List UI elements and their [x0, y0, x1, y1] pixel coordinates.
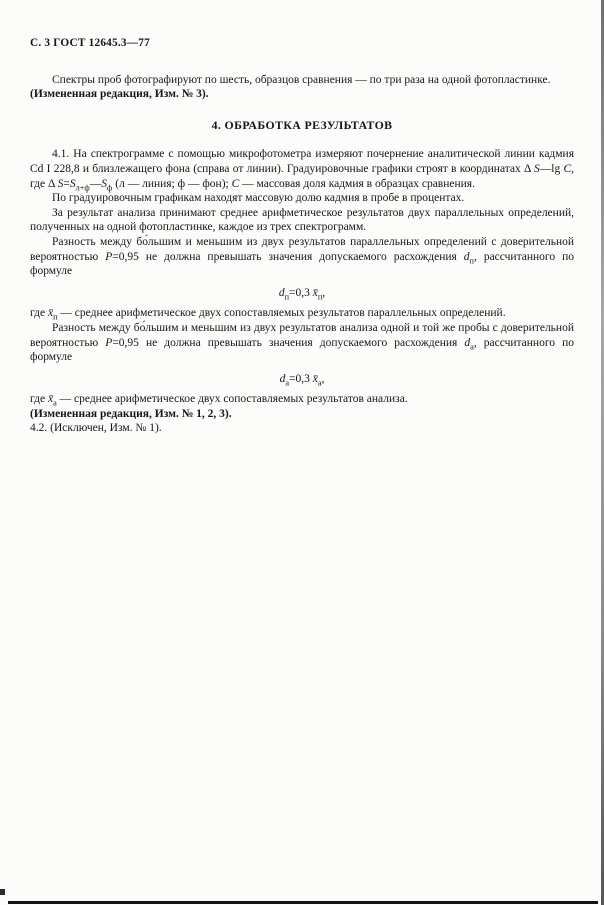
- variable-x-bar: x̄: [47, 393, 54, 406]
- variable-S: S: [101, 177, 108, 190]
- variable-d: d: [278, 286, 285, 299]
- paragraph-where-analysis: [30, 392, 574, 407]
- text-run: где: [30, 307, 48, 320]
- subscript-line-plus-fon: л+ф: [75, 182, 90, 192]
- section-title: 4. ОБРАБОТКА РЕЗУЛЬТАТОВ: [211, 117, 393, 132]
- text-run: — массовая доля кадмия в образцах сравнения.: [239, 177, 475, 190]
- text-run: (л — линия; ф — фон);: [112, 177, 232, 190]
- page-header: С. 3 ГОСТ 12645.3—77: [30, 37, 150, 49]
- subscript-a: а: [53, 398, 57, 408]
- text-run: где: [30, 393, 48, 406]
- text-run: —lg: [539, 162, 564, 175]
- variable-d: d: [464, 336, 471, 349]
- variable-P: Р: [105, 336, 113, 349]
- text-run: ,: [322, 286, 326, 299]
- paragraph-4-1: [30, 147, 574, 191]
- paragraph-4-2: 4.2. (Исключен, Изм. № 1).: [30, 422, 162, 435]
- subscript-p: п: [317, 292, 323, 302]
- text-run: Разность между бо́льшим и меньшим из двух результатов параллельных определений с доверительной вероятностью: [30, 235, 574, 263]
- paragraph-where-parallel: [30, 306, 574, 321]
- text-run: =0,95 не должна превышать значения допускаемого расхождения: [112, 336, 465, 349]
- variable-S: S: [69, 177, 76, 190]
- text-run: =: [63, 177, 70, 190]
- text-run: — среднее арифметическое двух сопоставляемых результатов анализа.: [56, 393, 408, 406]
- variable-d: d: [279, 372, 286, 385]
- subscript-a: а: [317, 377, 322, 387]
- subscript-a: а: [470, 341, 474, 351]
- scan-corner-mark: [0, 889, 5, 895]
- variable-x-bar: x̄: [47, 307, 54, 320]
- page-content: [0, 0, 604, 436]
- variable-C: С: [231, 177, 240, 190]
- revision-note-1: (Измененная редакция, Изм. № 3).: [30, 88, 209, 101]
- text-run: =0,3: [289, 286, 313, 299]
- formula-d-analysis: [30, 372, 574, 387]
- variable-S: S: [534, 162, 540, 175]
- variable-d: d: [463, 250, 470, 263]
- paragraph-result: За результат анализа принимают среднее арифметическое результатов двух параллельных определений, полученных на одной фотопластинке, каждое из трех спектрограмм.: [30, 206, 574, 234]
- scan-edge-bottom: [8, 901, 598, 904]
- text-run: Разность между бо́льшим и меньшим из двух результатов анализа одной и той же пробы с доверительной вероятностью: [30, 321, 574, 349]
- formula-d-parallel: [30, 286, 574, 301]
- text-run: , рассчитанного по формуле: [30, 250, 574, 278]
- variable-P: Р: [105, 250, 113, 263]
- text-run: — среднее арифметическое двух сопоставляемых результатов параллельных определений.: [57, 307, 506, 320]
- subscript-p: п: [469, 255, 474, 265]
- variable-x-bar: x̄: [312, 286, 318, 299]
- paragraph-graduation: По градуировочным графикам находят массовую долю кадмия в пробе в процентах.: [52, 192, 465, 205]
- subscript-fon: ф: [107, 182, 113, 192]
- subscript-p: п: [284, 292, 289, 302]
- subscript-a: а: [285, 377, 289, 387]
- intro-paragraph: Спектры проб фотографируют по шесть, образцов сравнения — по три раза на одной фотопластинке.: [52, 73, 551, 86]
- variable-S: S: [57, 177, 64, 190]
- subscript-p: п: [53, 312, 58, 322]
- text-run: =0,95 не должна превышать значения допускаемого расхождения: [112, 250, 464, 263]
- paragraph-diff-analysis: [30, 321, 574, 365]
- revision-note-2: (Измененная редакция, Изм. № 1, 2, 3).: [30, 407, 232, 420]
- text-run: 4.1. На спектрограмме с помощью микрофотометра измеряют почернение аналитической линии кадмия Cd I 228,8 и близлежащего фона (справа от линии). Градуировочные графики строят в координатах Δ: [30, 148, 574, 175]
- variable-C: C: [563, 162, 572, 175]
- variable-x-bar: x̄: [312, 372, 318, 385]
- text-run: , где Δ: [30, 162, 574, 190]
- text-run: ,: [321, 372, 325, 385]
- text-run: =0,3: [289, 372, 313, 385]
- text-run: , рассчитанного по формуле: [30, 336, 574, 364]
- text-run: —: [89, 177, 102, 190]
- paragraph-diff-parallel: [30, 235, 574, 279]
